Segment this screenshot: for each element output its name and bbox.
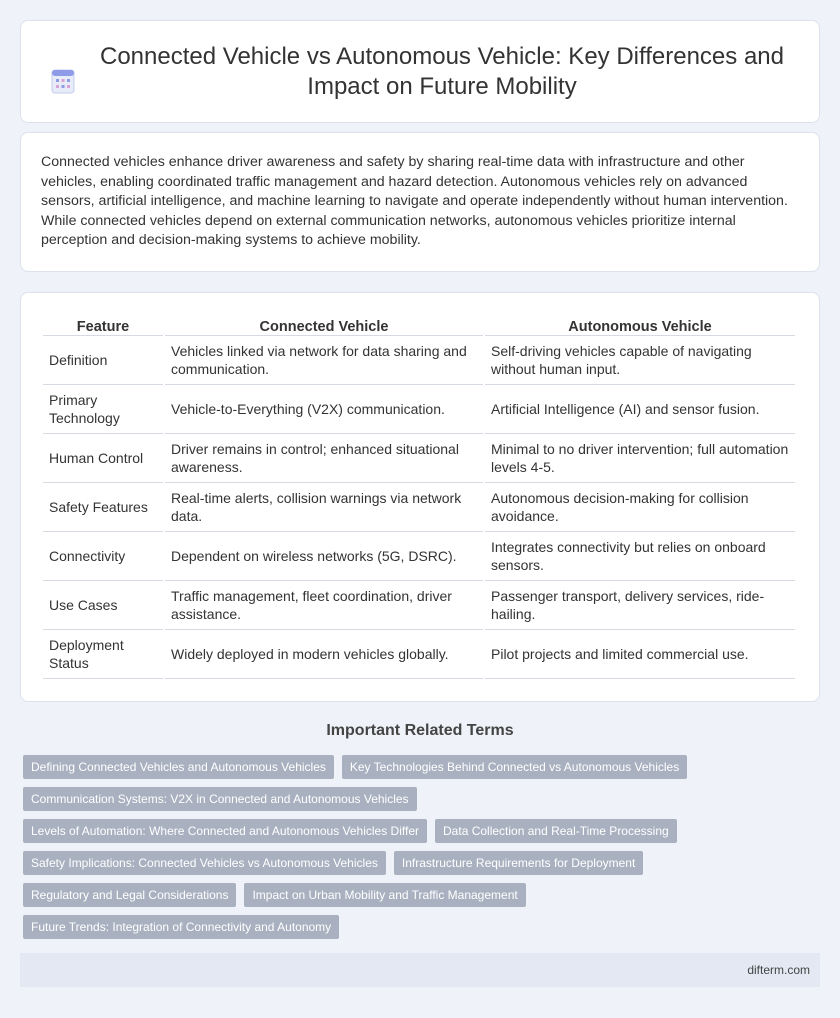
tag-row bbox=[23, 915, 823, 939]
related-term-tag[interactable]: Defining Connected Vehicles and Autonomous Vehicles bbox=[23, 755, 334, 779]
column-header-connected: Connected Vehicle bbox=[165, 313, 483, 336]
feature-cell: Use Cases bbox=[43, 581, 163, 630]
tag-row bbox=[23, 883, 823, 907]
autonomous-cell: Integrates connectivity but relies on onboard sensors. bbox=[485, 532, 795, 581]
autonomous-cell: Self-driving vehicles capable of navigating without human input. bbox=[485, 336, 795, 385]
related-terms-list bbox=[23, 755, 823, 947]
autonomous-cell: Minimal to no driver intervention; full automation levels 4-5. bbox=[485, 434, 795, 483]
related-term-tag[interactable]: Data Collection and Real-Time Processing bbox=[435, 819, 677, 843]
connected-cell: Vehicles linked via network for data sharing and communication. bbox=[165, 336, 483, 385]
intro-paragraph: Connected vehicles enhance driver awareness and safety by sharing real-time data with infrastructure and other vehicles, enabling coordinated traffic management and hazard detection. Autonomous vehicles rely on advanced sensors, artificial intelligence, and machine learning to navigate and operate independently without human intervention. While connected vehicles depend on external communication networks, autonomous vehicles prioritize internal perception and decision-making systems to achieve mobility. bbox=[41, 154, 788, 249]
autonomous-cell: Autonomous decision-making for collision avoidance. bbox=[485, 483, 795, 532]
feature-cell: Primary Technology bbox=[43, 385, 163, 434]
related-term-tag[interactable]: Levels of Automation: Where Connected and Autonomous Vehicles Differ bbox=[23, 819, 427, 843]
tag-row bbox=[23, 787, 823, 811]
related-term-tag[interactable]: Safety Implications: Connected Vehicles vs Autonomous Vehicles bbox=[23, 851, 386, 875]
connected-cell: Dependent on wireless networks (5G, DSRC). bbox=[165, 532, 483, 581]
related-term-tag[interactable]: Communication Systems: V2X in Connected and Autonomous Vehicles bbox=[23, 787, 417, 811]
related-terms-heading: Important Related Terms bbox=[326, 722, 514, 739]
connected-cell: Real-time alerts, collision warnings via network data. bbox=[165, 483, 483, 532]
tag-row bbox=[23, 755, 823, 779]
comparison-table bbox=[41, 313, 797, 679]
tag-row bbox=[23, 851, 823, 875]
tag-row bbox=[23, 819, 823, 843]
column-header-autonomous: Autonomous Vehicle bbox=[485, 313, 795, 336]
table-row bbox=[43, 581, 795, 630]
table-row bbox=[43, 336, 795, 385]
related-term-tag[interactable]: Impact on Urban Mobility and Traffic Management bbox=[244, 883, 525, 907]
related-term-tag[interactable]: Key Technologies Behind Connected vs Autonomous Vehicles bbox=[342, 755, 687, 779]
feature-cell: Definition bbox=[43, 336, 163, 385]
table-row bbox=[43, 434, 795, 483]
table-row bbox=[43, 385, 795, 434]
page-title: Connected Vehicle vs Autonomous Vehicle: Key Differences and Impact on Future Mobility bbox=[100, 42, 784, 100]
autonomous-cell: Passenger transport, delivery services, ride-hailing. bbox=[485, 581, 795, 630]
title-card bbox=[20, 20, 820, 123]
related-term-tag[interactable]: Regulatory and Legal Considerations bbox=[23, 883, 236, 907]
connected-cell: Driver remains in control; enhanced situational awareness. bbox=[165, 434, 483, 483]
document-icon bbox=[51, 68, 75, 94]
intro-card bbox=[20, 132, 820, 272]
feature-cell: Safety Features bbox=[43, 483, 163, 532]
footer-site-link[interactable]: difterm.com bbox=[747, 963, 810, 977]
feature-cell: Connectivity bbox=[43, 532, 163, 581]
table-row bbox=[43, 630, 795, 679]
footer bbox=[20, 953, 820, 987]
column-header-feature: Feature bbox=[43, 313, 163, 336]
related-term-tag[interactable]: Infrastructure Requirements for Deployment bbox=[394, 851, 643, 875]
autonomous-cell: Artificial Intelligence (AI) and sensor fusion. bbox=[485, 385, 795, 434]
connected-cell: Vehicle-to-Everything (V2X) communication. bbox=[165, 385, 483, 434]
connected-cell: Widely deployed in modern vehicles globally. bbox=[165, 630, 483, 679]
table-header-row bbox=[43, 313, 795, 336]
connected-cell: Traffic management, fleet coordination, driver assistance. bbox=[165, 581, 483, 630]
autonomous-cell: Pilot projects and limited commercial use. bbox=[485, 630, 795, 679]
feature-cell: Human Control bbox=[43, 434, 163, 483]
comparison-card bbox=[20, 292, 820, 702]
table-row bbox=[43, 483, 795, 532]
table-row bbox=[43, 532, 795, 581]
feature-cell: Deployment Status bbox=[43, 630, 163, 679]
related-term-tag[interactable]: Future Trends: Integration of Connectivity and Autonomy bbox=[23, 915, 339, 939]
